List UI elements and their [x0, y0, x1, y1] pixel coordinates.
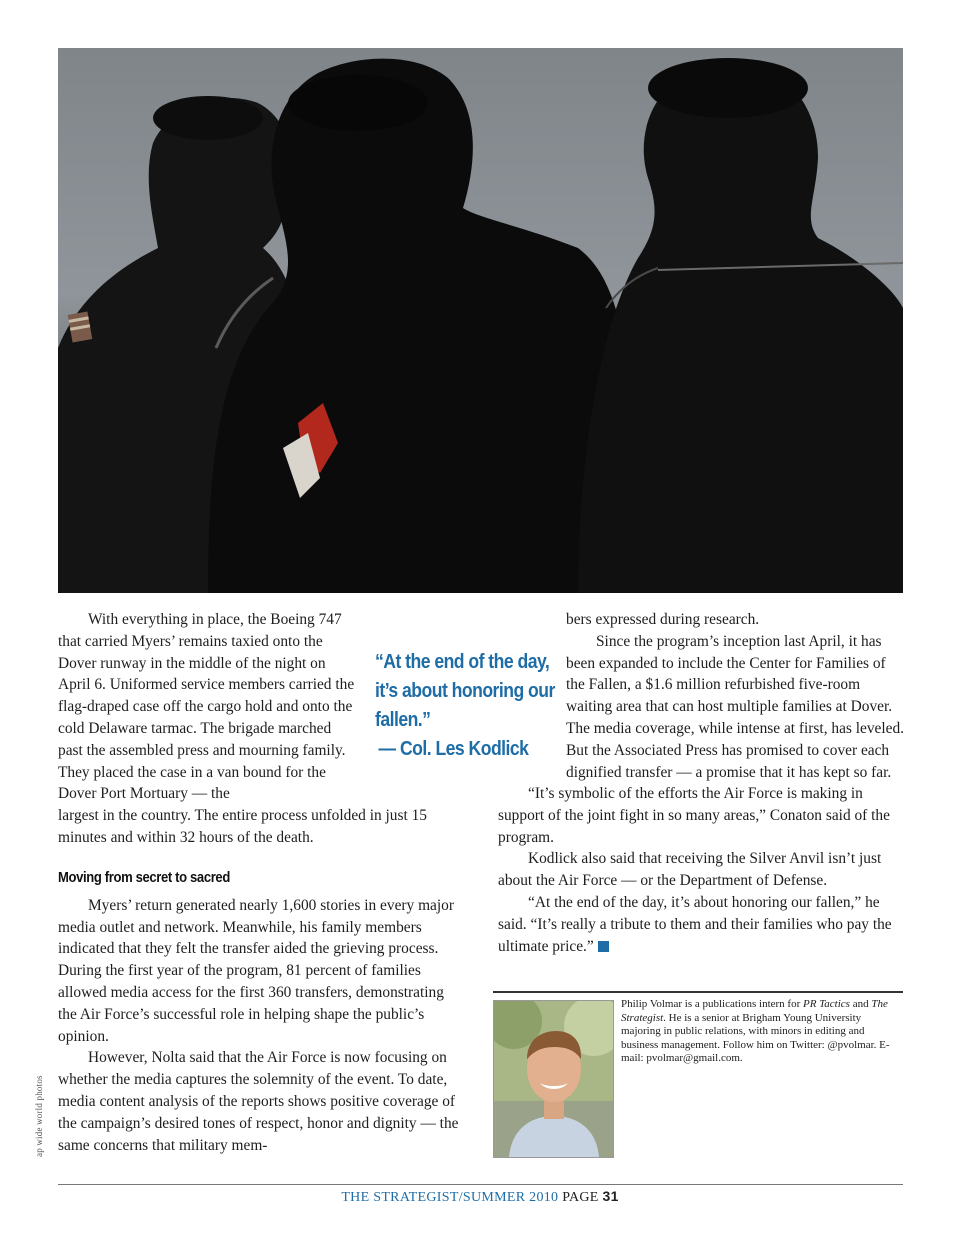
- soldiers-silhouette-image: [58, 48, 903, 593]
- bio-publication-1: PR Tactics: [803, 998, 850, 1010]
- page-footer: [0, 1188, 960, 1206]
- bio-text-1: Philip Volmar is a publications intern for: [621, 998, 803, 1010]
- article-paragraph: However, Nolta said that the Air Force is now focusing on whether the media captures the solemnity of the event. To date, media content analysis of the reports shows positive coverage of the campaign’s desired tones of respect, honor and dignity — the same concerns that military mem-: [58, 1049, 459, 1154]
- bio-divider: [493, 991, 903, 993]
- bio-publication-2: The Strategist: [621, 998, 888, 1024]
- author-portrait-image: [494, 1001, 613, 1157]
- article-paragraph: bers expressed during research.: [566, 611, 760, 628]
- pull-quote-attribution: — Col. Les Kodlick: [378, 738, 529, 760]
- footer-page-label: PAGE: [562, 1190, 599, 1205]
- article-left-column-top: [58, 609, 358, 805]
- article-paragraph: With everything in place, the Boeing 747 that carried Myers’ remains taxied onto the Dover runway in the middle of the night on April 6. Uniformed service members carried the flag-draped case off the cargo hold and onto the cold Delaware tarmac. The brigade marched past the assembled press and mourning family. They placed the case in a van bound for the Dover Port Mortuary — the: [58, 611, 355, 803]
- article-right-column-wide: [498, 783, 903, 957]
- photo-credit: ap wide world photos: [34, 1075, 44, 1157]
- pull-quote-text: “At the end of the day, it’s about honoring our fallen.”: [375, 651, 555, 731]
- article-left-column-wide: [58, 805, 453, 849]
- article-paragraph: Myers’ return generated nearly 1,600 stories in every major media outlet and network. Meanwhile, his family members indicated that they felt the transfer aided the grieving process. During the first year of the program, 81 percent of families allowed media access for the first 360 transfers, demonstrating the Air Force’s successful role in helping shape the public’s opinion.: [58, 896, 454, 1045]
- article-paragraph: Since the program’s inception last April, it has been expanded to include the Center for Families of the Fallen, a $1.6 million refurbished five-room waiting area that can host multiple families at Dover. The media coverage, while intense at first, has leveled. But the Associated Press has promised to cover each dignified transfer — a promise that it has kept so far.: [566, 632, 905, 781]
- article-left-column-section: [58, 868, 463, 1156]
- footer-divider: [58, 1184, 903, 1185]
- author-bio: [621, 998, 903, 1066]
- closing-text: “At the end of the day, it’s about honoring our fallen,” he said. “It’s really a tribute to them and their families who pay the ultimate price.”: [498, 893, 892, 955]
- author-photo: [493, 1000, 614, 1158]
- bio-text-3: . He is a senior at Brigham Young University majoring in public relations, with minors in editing and business management. Follow him on Twitter: @pvolmar. E-mail: pvolmar@gmail.com.: [621, 1011, 890, 1065]
- hero-photo: [58, 48, 903, 593]
- article-paragraph: Kodlick also said that receiving the Silver Anvil isn’t just about the Air Force — or the Department of Defense.: [498, 850, 882, 890]
- article-right-column-top: [566, 609, 906, 783]
- article-paragraph: largest in the country. The entire process unfolded in just 15 minutes and within 32 hours of the death.: [58, 807, 428, 846]
- bio-text-2: and: [849, 998, 872, 1010]
- end-mark-icon: [598, 941, 609, 952]
- article-paragraph: “It’s symbolic of the efforts the Air Force is making in support of the joint fight in so many areas,” Conaton said of the program.: [498, 785, 890, 846]
- footer-page-number: 31: [602, 1188, 619, 1204]
- section-subhead: Moving from secret to sacred: [58, 870, 230, 886]
- footer-publication: THE STRATEGIST/SUMMER 2010: [341, 1190, 559, 1205]
- pull-quote: [375, 648, 565, 764]
- article-paragraph: [498, 892, 903, 957]
